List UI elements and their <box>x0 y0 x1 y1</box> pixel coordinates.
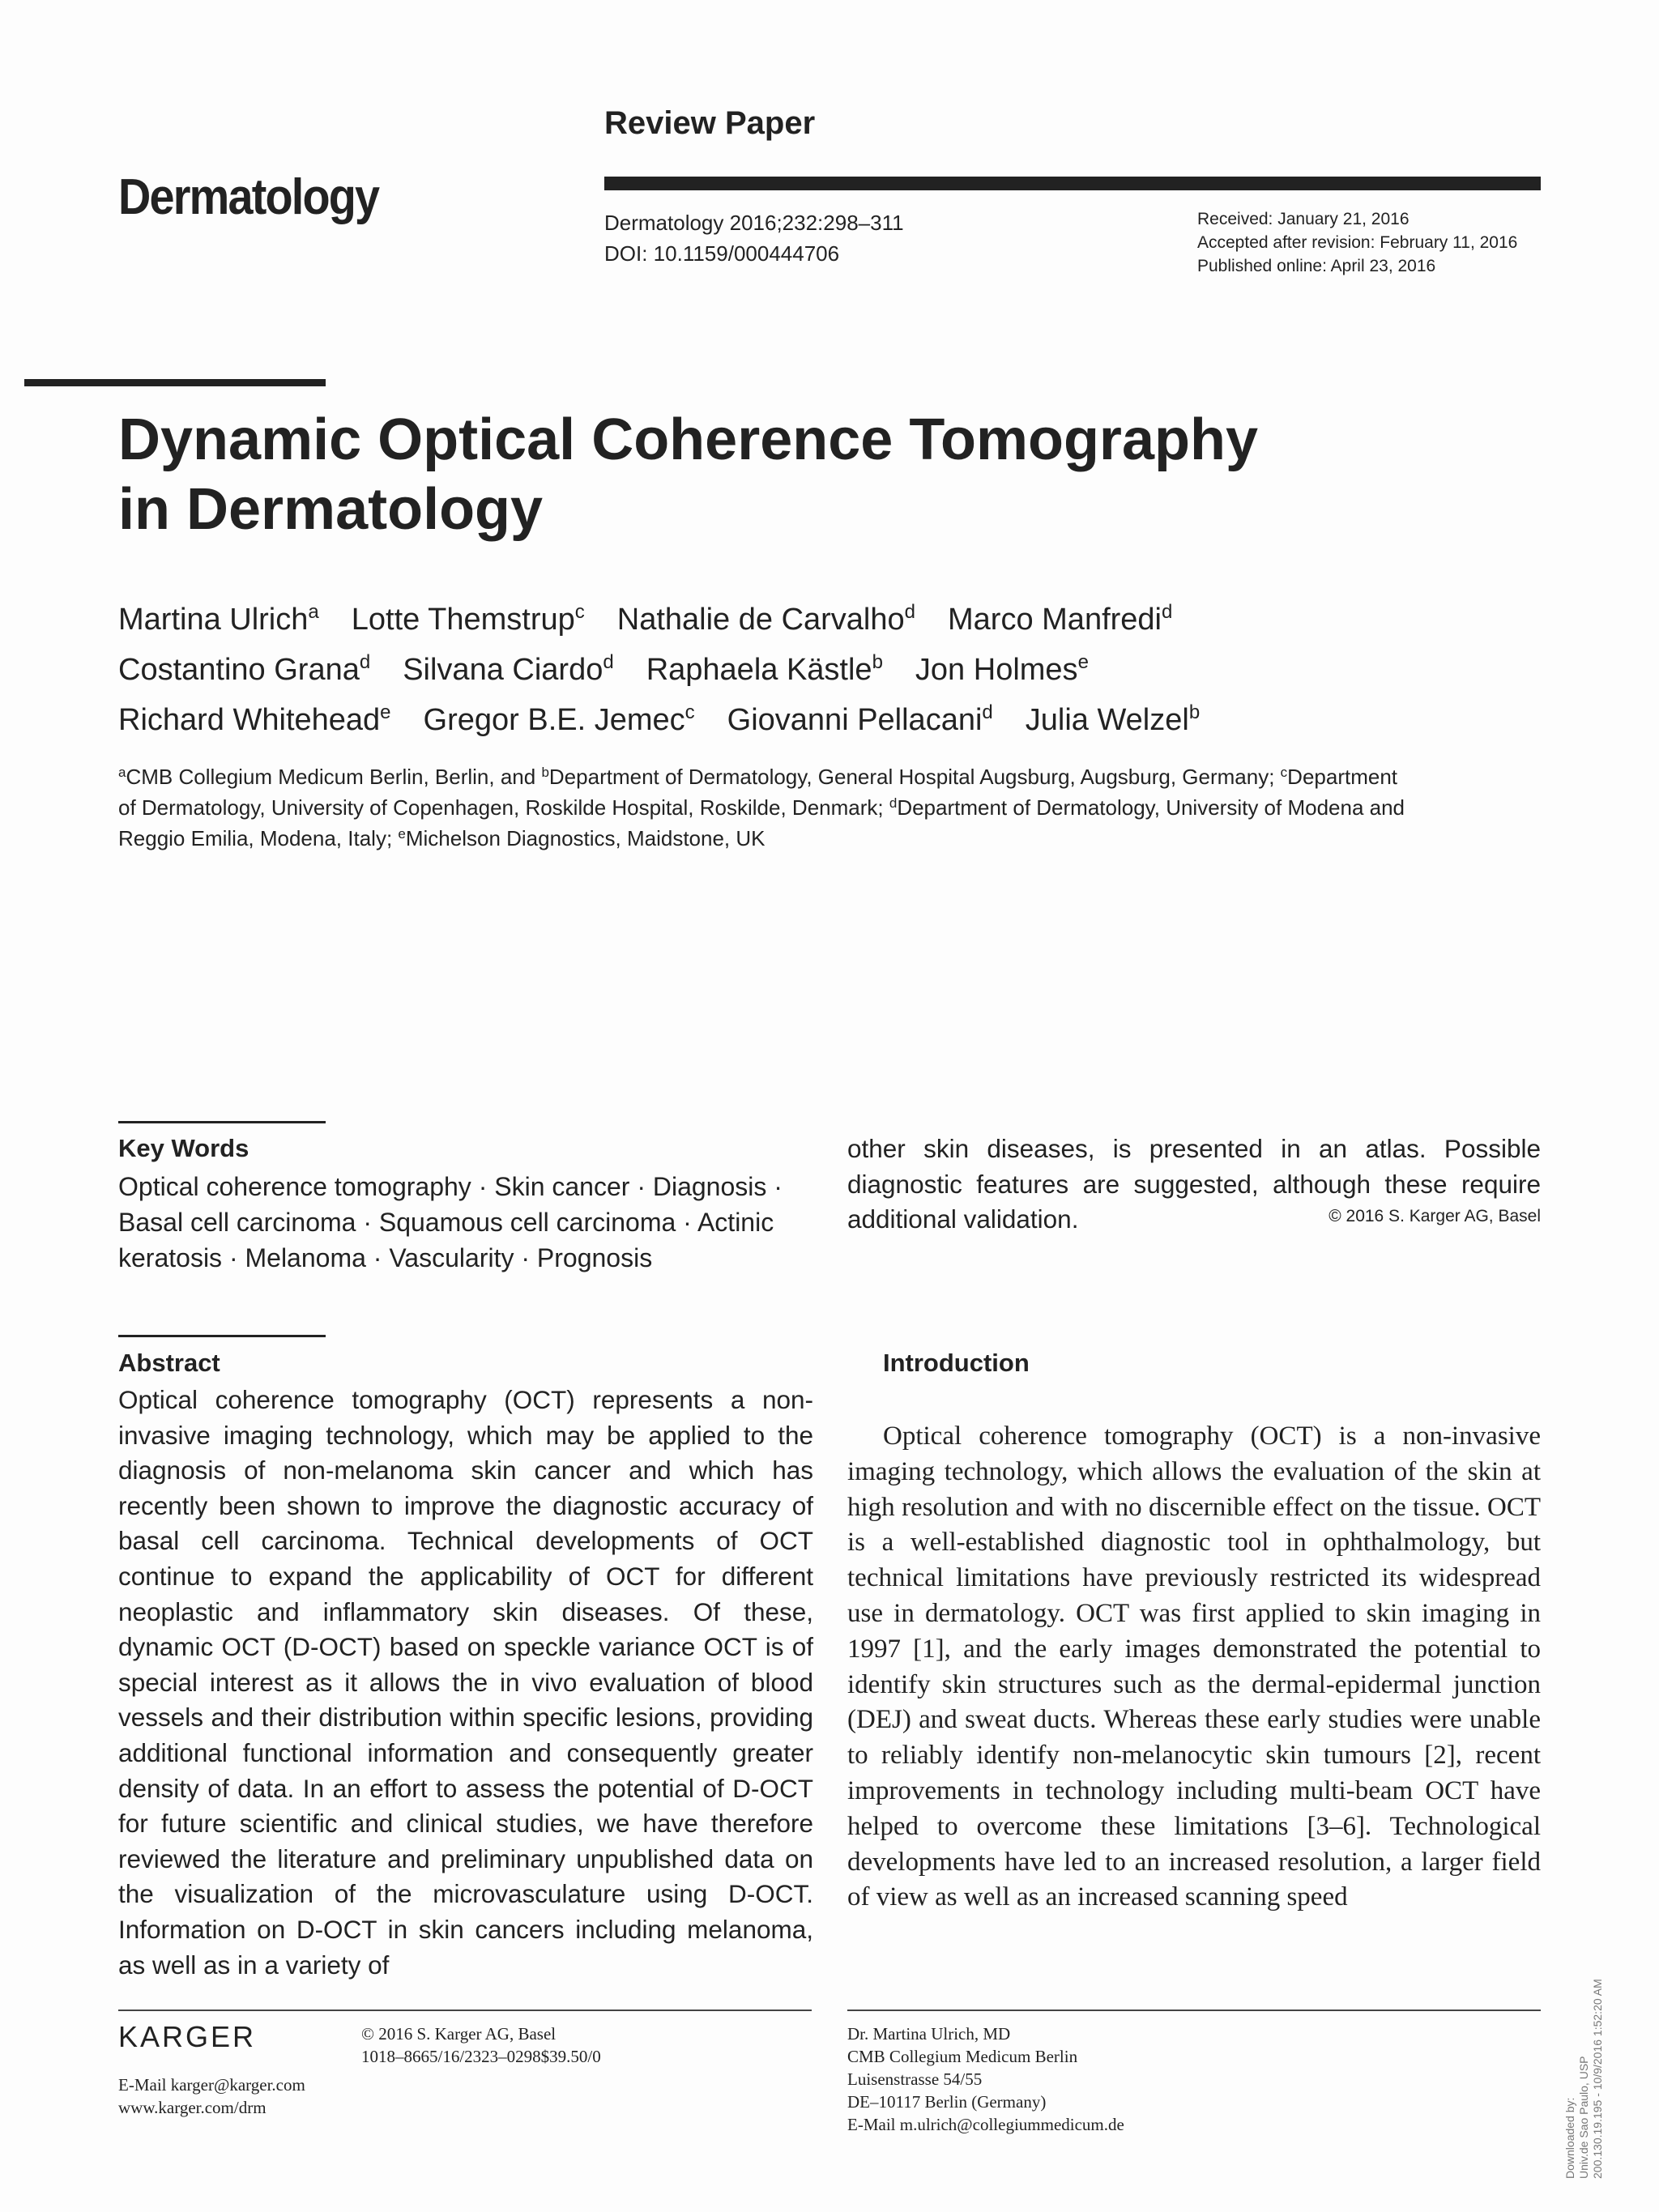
publisher-copyright <box>361 2022 601 2068</box>
abstract-heading: Abstract <box>118 1349 220 1377</box>
corr-institution: CMB Collegium Medicum Berlin <box>847 2047 1078 2066</box>
author: Jon Holmes$^e$ <box>915 651 1089 687</box>
author-row <box>118 645 1576 695</box>
author: Nathalie de Carvalho$^d$ <box>616 601 916 637</box>
title-line: Dynamic Optical Coherence Tomography <box>118 407 1258 472</box>
published-date: Published online: April 23, 2016 <box>1197 257 1436 275</box>
download-line: Univ.de Sao Paulo, USP <box>1577 2056 1590 2179</box>
corr-street: Luisenstrasse 54/55 <box>847 2069 983 2089</box>
download-watermark <box>1563 1979 1605 2179</box>
doi-line: DOI: 10.1159/000444706 <box>604 241 840 266</box>
title-rule <box>24 379 326 386</box>
keywords-text: Optical coherence tomography · Skin cancer · Diagnosis · Basal cell carcinoma · Squamous cell carcinoma · Actinic keratosis · Melanoma · Vascularity · Prognosis <box>118 1172 783 1272</box>
corr-name: Dr. Martina Ulrich, MD <box>847 2024 1011 2044</box>
header-rule <box>604 177 1541 190</box>
correspondence-address <box>847 2022 1124 2136</box>
publisher-website-link[interactable]: www.karger.com/drm <box>118 2098 267 2117</box>
corr-city: DE–10117 Berlin (Germany) <box>847 2092 1047 2112</box>
footer-rule <box>118 2010 812 2011</box>
author: Julia Welzel$^b$ <box>1025 701 1201 737</box>
abstract-continued-text: other skin diseases, is presented in an atlas. Possible diagnostic features are suggested, although these require additional validation. <box>847 1134 1541 1234</box>
download-line: 200.130.19.195 - 10/9/2016 1:52:20 AM <box>1591 1979 1604 2179</box>
article-type-label: Review Paper <box>604 105 816 141</box>
author: Richard Whitehead$^e$ <box>118 701 391 737</box>
abstract-rule <box>118 1335 326 1337</box>
author: Silvana Ciardo$^d$ <box>403 651 614 687</box>
publisher-email[interactable]: E-Mail karger@karger.com <box>118 2075 305 2095</box>
dates-block <box>1197 207 1517 278</box>
affiliations: $^a$CMB Collegium Medicum Berlin, Berlin, and $^b$Department of Dermatology, General Hospital Augsburg, Augsburg, Germany; $^c$Department of Dermatology, University of Copenhagen, Roskilde Hospital, Roskilde, Denmark; $^d$Department of Dermatology, University of Modena and Reggio Emilia, Modena, Italy; $^e$Michelson Diagnostics, Maidstone, UK <box>118 765 1405 850</box>
keywords-rule <box>118 1121 326 1123</box>
abstract-text: Optical coherence tomography (OCT) represents a non-invasive imaging technology, which may be applied to the diagnosis of non-melanoma skin cancer and which has recently been shown to improve the diagnostic accuracy of basal cell carcinoma. Technical developments of OCT continue to expand the applicability of OCT for different neoplastic and inflammatory skin diseases. Of these, dynamic OCT (D-OCT) based on speckle variance OCT is of special interest as it allows the in vivo evaluation of blood vessels and their distribution within specific lesions, providing additional functional information and consequently greater density of data. In an effort to assess the potential of D-OCT for future scientific and clinical studies, we have therefore reviewed the literature and preliminary unpublished data on the visualization of the microvasculature using D-OCT. Information on D-OCT in skin cancers including melanoma, as well as in a variety of <box>118 1385 813 1980</box>
publisher-contact <box>118 2073 305 2119</box>
author: Marco Manfredi$^d$ <box>948 601 1173 637</box>
author: Costantino Grana$^d$ <box>118 651 371 687</box>
download-line: Downloaded by: <box>1563 2097 1576 2179</box>
introduction-text: Optical coherence tomography (OCT) is a non-invasive imaging technology, which allows the evaluation of the skin at high resolution and with no discernible effect on the tissue. OCT is a well-established diagnostic tool in ophthalmology, but technical limitations have previously restricted its widespread use in dermatology. OCT was first applied to skin imaging in 1997 [1], and the early images demonstrated the potential to identify skin structures such as the dermal-epidermal junction (DEJ) and sweat ducts. Whereas these early studies were unable to reliably identify non-melanocytic skin tumours [2], recent improvements in technology including multi-beam OCT have helped to overcome these limitations [3–6]. Technological developments have led to an increased resolution, a larger field of view as well as an increased scanning speed <box>847 1421 1541 1912</box>
accepted-date: Accepted after revision: February 11, 2016 <box>1197 233 1518 252</box>
article-title <box>118 405 1544 544</box>
author: Martina Ulrich$^a$ <box>118 601 319 637</box>
abstract-continued <box>847 1132 1541 1238</box>
keywords-heading: Key Words <box>118 1134 249 1162</box>
abstract-copyright: © 2016 S. Karger AG, Basel <box>1328 1207 1541 1226</box>
footer-rule <box>847 2010 1541 2011</box>
corr-email[interactable]: E-Mail m.ulrich@collegiummedicum.de <box>847 2115 1124 2134</box>
citation-block <box>604 207 904 269</box>
author-row <box>118 695 1576 745</box>
journal-logo: Dermatology <box>118 169 379 225</box>
citation-line: Dermatology 2016;232:298–311 <box>604 211 904 235</box>
author: Raphaela Kästle$^b$ <box>646 651 883 687</box>
title-line: in Dermatology <box>118 477 544 542</box>
author: Lotte Themstrup$^c$ <box>351 601 585 637</box>
introduction-heading: Introduction <box>883 1349 1030 1377</box>
author: Giovanni Pellacani$^d$ <box>727 701 993 737</box>
received-date: Received: January 21, 2016 <box>1197 210 1410 228</box>
author: Gregor B.E. Jemec$^c$ <box>423 701 695 737</box>
publisher-logo: KARGER <box>118 2020 257 2053</box>
copyright-line: © 2016 S. Karger AG, Basel <box>361 2024 557 2044</box>
author-row <box>118 595 1576 645</box>
issn-line: 1018–8665/16/2323–0298$39.50/0 <box>361 2047 601 2066</box>
author-list <box>118 595 1576 745</box>
